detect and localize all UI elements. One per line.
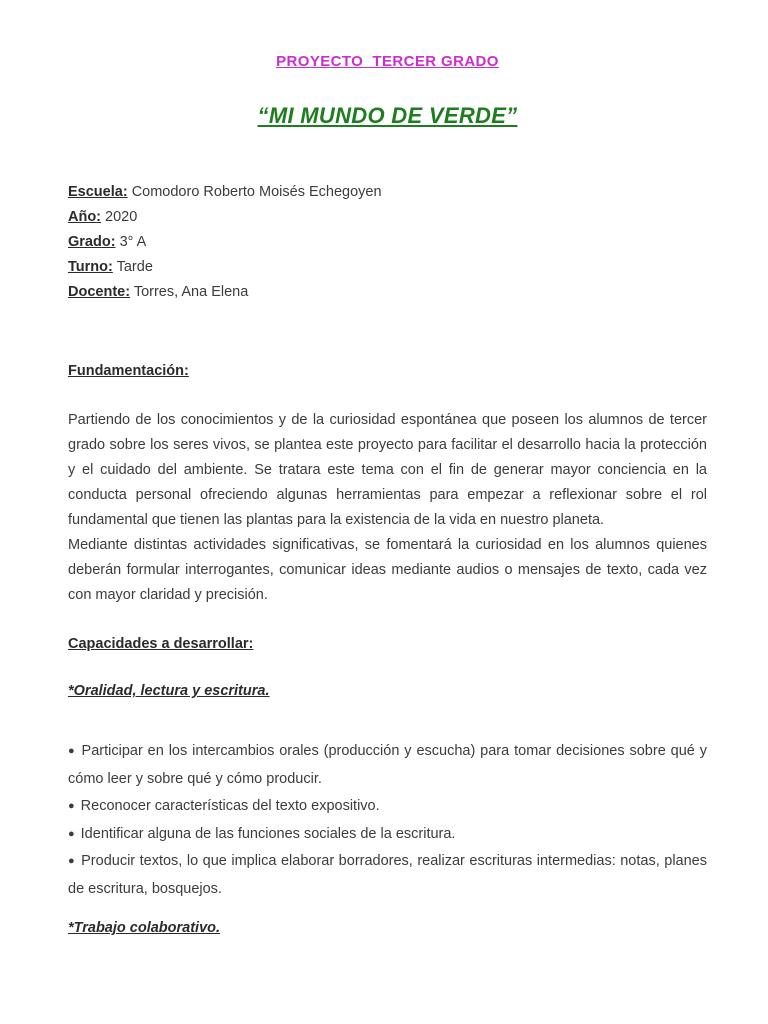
info-label-anio: Año: [68, 209, 102, 225]
info-row-turno [68, 255, 707, 280]
info-row-escuela [68, 180, 707, 205]
bullet-item-participar [68, 738, 707, 793]
document-subtitle: “MI MUNDO DE VERDE” [257, 103, 518, 128]
bullet-text: Producir textos, lo que implica elaborar borradores, realizar escrituras intermedias: notas, planes de escritura, bosquejos. [68, 853, 707, 897]
bullet-item-producir [68, 848, 707, 903]
subheading-trabajo-colaborativo: *Trabajo colaborativo. [68, 920, 221, 936]
bullet-icon: ● [68, 745, 76, 757]
bullet-icon: ● [68, 855, 76, 867]
bullet-item-identificar [68, 821, 707, 849]
heading-capacidades: Capacidades a desarrollar: [68, 636, 254, 652]
info-value-docente: Torres, Ana Elena [133, 284, 249, 300]
subheading-oralidad-lectura-escritura: *Oralidad, lectura y escritura. [68, 683, 270, 699]
bullet-icon: ● [68, 827, 75, 840]
info-row-grado [68, 230, 707, 255]
fundamentacion-paragraph-1: Partiendo de los conocimientos y de la curiosidad espontánea que poseen los alumnos de tercer grado sobre los seres vivos, se plantea este proyecto para facilitar el desarrollo hacia la protección y el cuidado del ambiente. Se tratara este tema con el fin de generar mayor conciencia en la conducta personal ofreciendo algunas herramientas para empezar a reflexionar sobre el rol fundamental que tienen las plantas para la existencia de la vida en nuestro planeta. [68, 412, 707, 528]
bullet-text: Identificar alguna de las funciones sociales de la escritura. [80, 825, 456, 842]
info-row-docente [68, 280, 707, 305]
info-label-grado: Grado: [68, 234, 116, 250]
bullet-item-reconocer [68, 793, 707, 821]
bullet-text: Reconocer características del texto expositivo. [80, 798, 380, 814]
bullet-text: Participar en los intercambios orales (producción y escucha) para tomar decisiones sobre qué y cómo leer y sobre qué y cómo producir. [68, 743, 707, 787]
info-label-docente: Docente: [68, 284, 131, 300]
document-title: PROYECTO TERCER GRADO [276, 53, 499, 70]
info-value-turno: Tarde [116, 259, 153, 275]
fundamentacion-paragraph-2: Mediante distintas actividades significativas, se fomentará la curiosidad en los alumnos quienes deberán formular interrogantes, comunicar ideas mediante audios o mensajes de texto, cada vez con mayor claridad y precisión. [68, 537, 707, 603]
info-label-escuela: Escuela: [68, 184, 128, 200]
info-block [68, 180, 707, 305]
info-value-anio: 2020 [105, 209, 138, 225]
capacidades-bullet-list [68, 738, 707, 903]
heading-fundamentacion: Fundamentación: [68, 363, 189, 379]
info-value-escuela: Comodoro Roberto Moisés Echegoyen [131, 184, 382, 200]
info-value-grado: 3° A [119, 234, 147, 250]
info-row-anio [68, 205, 707, 230]
info-label-turno: Turno: [68, 259, 113, 275]
bullet-icon: ● [68, 800, 75, 812]
